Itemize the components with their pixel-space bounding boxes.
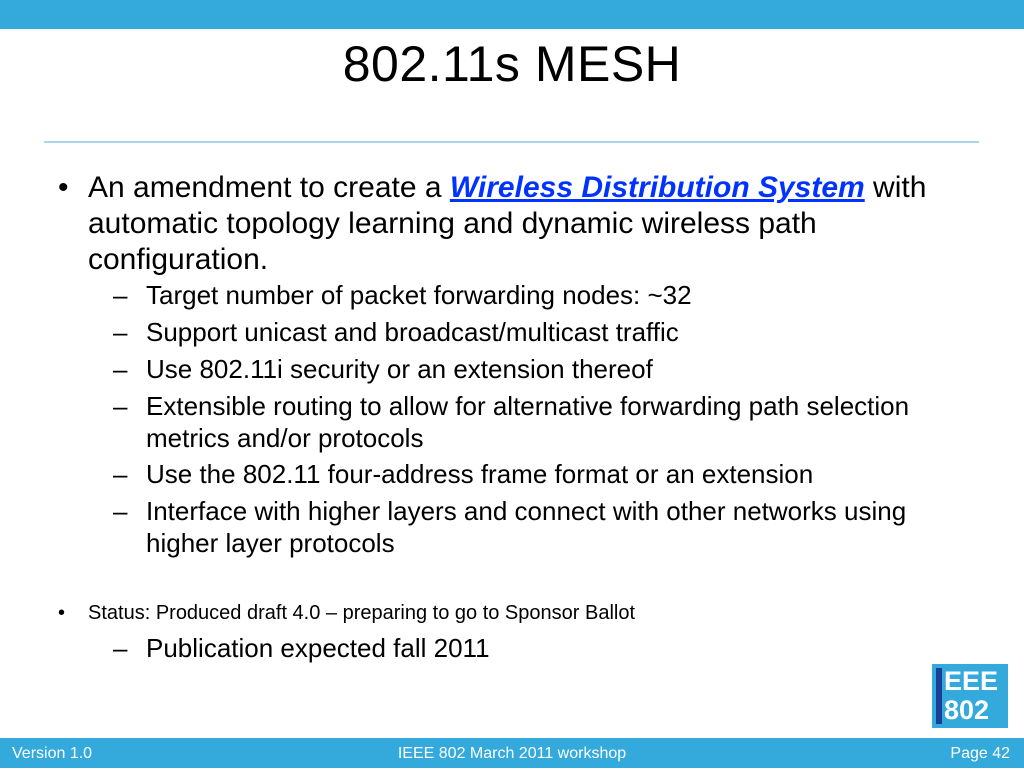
sub-item-text: Use 802.11i security or an extension thereof (146, 354, 653, 384)
footer-version: Version 1.0 (12, 745, 93, 762)
bullet-text: Status: Produced draft 4.0 – preparing to go to Sponsor Ballot (88, 602, 636, 624)
sub-item-text: Publication expected fall 2011 (146, 633, 490, 663)
sub-item-text: Interface with higher layers and connect with other networks using higher layer protocols (146, 496, 907, 558)
dash-mark: – (113, 496, 128, 526)
bullet-text (88, 170, 928, 278)
sub-item-text: Use the 802.11 four-address frame format or an extension (146, 459, 814, 489)
logo-stripe (936, 668, 942, 724)
dash-mark: – (113, 317, 128, 347)
dash-mark: – (113, 280, 128, 310)
sub-item-text: Target number of packet forwarding nodes: ~32 (146, 280, 692, 310)
footer-event: IEEE 802 March 2011 workshop (397, 745, 627, 762)
dash-mark: – (113, 459, 128, 489)
slide-title: 802.11s MESH (342, 36, 682, 92)
bullet-text-prefix: An amendment to create a (88, 171, 450, 204)
bullet-mark: • (58, 602, 66, 624)
footer-page-number: Page 42 (950, 745, 1010, 762)
sub-item-text: Extensible routing to allow for alternative forwarding path selection metrics and/or protocols (146, 391, 910, 453)
wds-link[interactable]: Wireless Distribution System (449, 171, 865, 204)
ieee-802-logo (932, 664, 1008, 728)
dash-mark: – (113, 391, 128, 421)
footer-bar (0, 738, 1024, 768)
sub-item-text: Support unicast and broadcast/multicast traffic (146, 317, 679, 347)
dash-mark: – (113, 633, 128, 663)
logo-text-bottom: 802 (944, 695, 990, 725)
bullet-mark: • (58, 171, 69, 204)
bullet-text-suffix: with automatic topology learning and dynamic wireless path configuration. (88, 171, 927, 276)
dash-mark: – (113, 354, 128, 384)
logo-text-top: EEE (944, 666, 999, 696)
